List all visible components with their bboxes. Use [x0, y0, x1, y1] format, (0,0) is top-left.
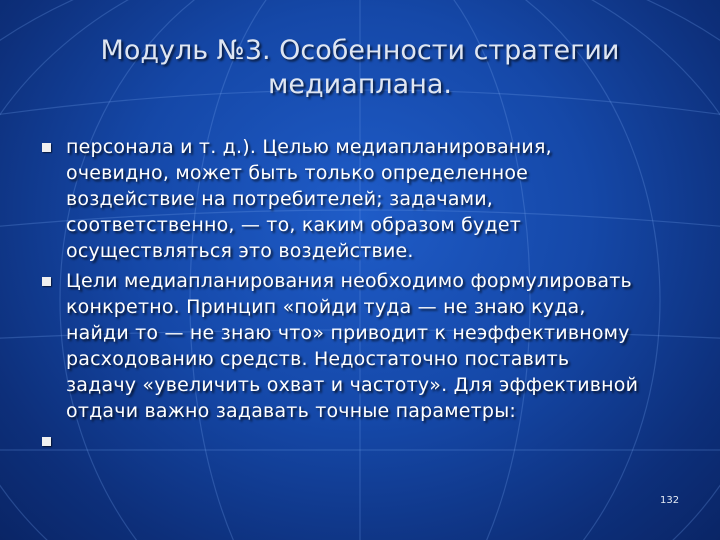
- bullet-item: [40, 428, 680, 454]
- bullet-item: [40, 134, 680, 264]
- slide-title-line-1: Модуль №3. Особенности стратегии: [100, 35, 620, 66]
- bullet-item: [40, 268, 680, 424]
- slide-title: [60, 34, 660, 102]
- bullet-list: [40, 134, 680, 458]
- bullet-text: персонала и т. д.). Целью медиапланирования, очевидно, может быть только определенное воздействие на потребителей; задачами, соответственно, — то, каким образом будет осуществляться это воздействие.: [66, 136, 552, 262]
- square-bullet-icon: [42, 437, 51, 446]
- square-bullet-icon: [42, 143, 51, 152]
- page-number: 132: [660, 495, 680, 506]
- slide-title-line-2: медиаплана.: [268, 69, 452, 100]
- square-bullet-icon: [42, 277, 51, 286]
- bullet-text: Цели медиапланирования необходимо формулировать конкретно. Принцип «пойди туда — не знаю куда, найди то — не знаю что» приводит к неэффективному расходованию средств. Недостаточно поставить задачу «увеличить охват и частоту». Для эффективной отдачи важно задавать точные параметры:: [66, 270, 639, 422]
